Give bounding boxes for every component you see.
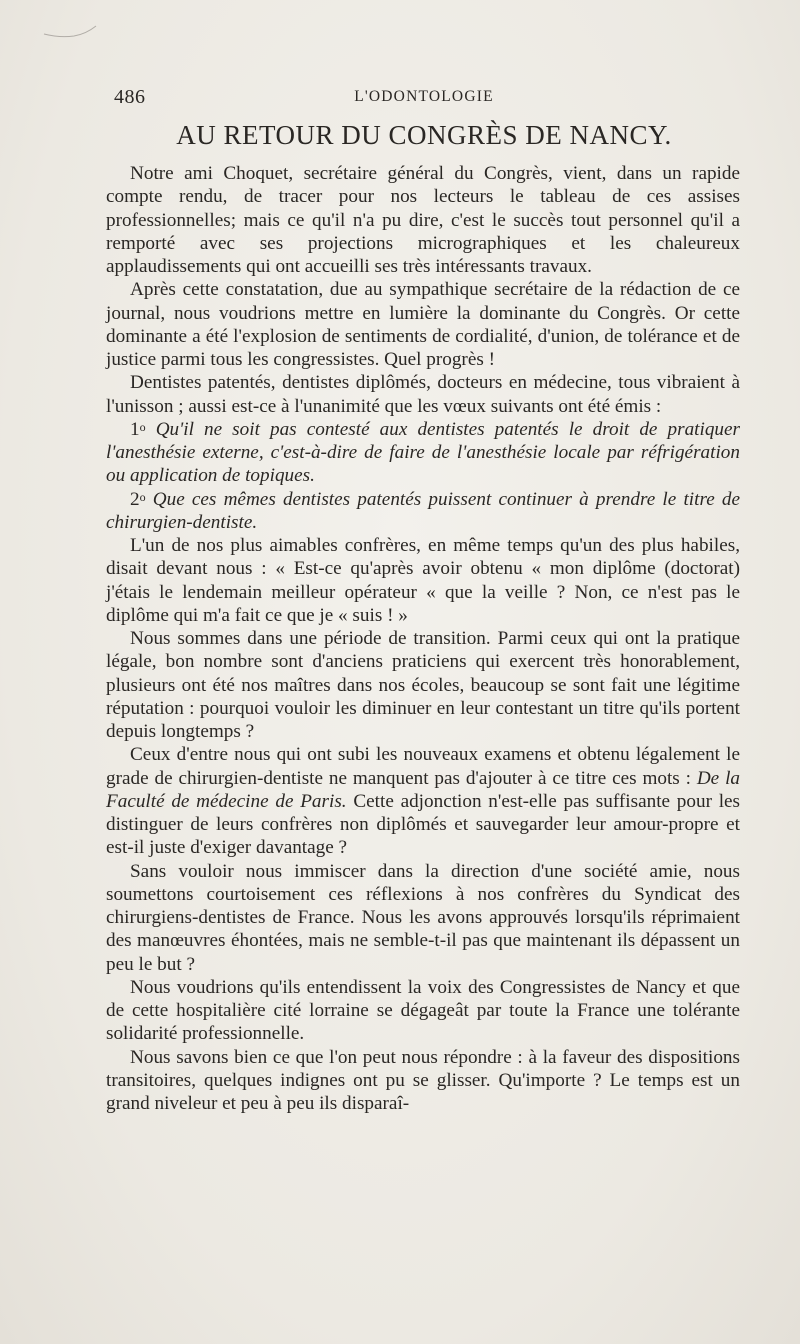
text-run: Cette adjonction n'est-elle pas suffisante pour les distinguer de leurs confrères non diplômés et sauvegarder leur amour-propre et est-il juste d'exiger davantage ? — [106, 790, 741, 859]
article-title: AU RETOUR DU CONGRÈS DE NANCY. — [176, 120, 672, 150]
paragraph: Nous sommes dans une période de transition. Parmi ceux qui ont la pratique légale, bon nombre sont d'anciens praticiens qui exercent très honorablement, plusieurs ont été nos maîtres dans nos écoles, beaucoup se sont fait une légitime réputation : pourquoi vouloir les diminuer en leur contestant un titre qu'ils portent depuis longtemps ? — [106, 628, 740, 742]
italic-run: De la Faculté de médecine de Paris. — [106, 767, 740, 812]
resolution-text: Que ces mêmes dentistes patentés puissent continuer à prendre le titre de chirurgien-dentiste. — [106, 488, 740, 533]
quote-line: « suis ! » — [338, 604, 408, 626]
paragraph: Nous savons bien ce que l'on peut nous répondre : à la faveur des dispositions transitoires, quelques indignes ont pu se glisser. Qu'importe ? Le temps est un grand niveleur et peu à peu ils disparaî- — [106, 1046, 740, 1114]
quote-line: « mon diplôme (doctorat) j'étais le lendemain meilleur opérateur — [106, 558, 740, 603]
page-number: 486 — [114, 86, 146, 108]
article-body — [106, 162, 740, 1115]
resolution-number: 1 — [130, 418, 140, 440]
paragraph: Nous voudrions qu'ils entendissent la voix des Congressistes de Nancy et que de cette hospitalière cité lorraine se dégageât par toute la France une tolérante solidarité professionnelle. — [106, 976, 740, 1045]
quote-line: L'un de nos plus aimables confrères, en même temps qu'un des plus habiles, disait devant nous : « Est-ce qu'après avoir obtenu — [106, 535, 740, 580]
page-header — [114, 86, 734, 114]
resolution-1 — [106, 418, 740, 488]
text-run: Ceux d'entre nous qui ont subi les nouveaux examens et obtenu légalement le grade de chirurgien-dentiste ne manquent pas d'ajouter à ce titre ces mots : — [106, 744, 740, 789]
quote-line: « que la veille ? Non, ce n'est pas le diplôme qui m'a fait ce que je — [106, 581, 740, 626]
resolution-text: Qu'il ne soit pas contesté aux dentistes patentés le droit de pratiquer l'anesthésie externe, c'est-à-dire de faire de l'anesthésie locale par réfrigération ou application de topiques. — [106, 418, 740, 487]
quote-paragraph — [106, 534, 740, 627]
paragraph: Notre ami Choquet, secrétaire général du Congrès, vient, dans un rapide compte rendu, de tracer pour nos lecteurs le tableau de ces assises professionnelles; mais ce qu'il n'a pu dire, c'est le succès tout personnel qu'il a remporté avec ses projections micrographiques et les chaleureux applaudissements qui ont accueilli ses très intéressants travaux. — [106, 163, 740, 277]
pencil-mark-icon — [40, 20, 100, 44]
paragraph: Sans vouloir nous immiscer dans la direction d'une société amie, nous soumettons courtoisement ces réflexions à nos confrères du Syndicat des chirurgiens-dentistes de France. Nous les avons approuvés lorsqu'ils réprimaient des manœuvres éhontées, mais ne semble-t-il pas que maintenant ils dépassent un peu le but ? — [106, 860, 740, 975]
running-head: L'ODONTOLOGIE — [354, 88, 494, 105]
ordinal-mark: o — [139, 419, 146, 434]
paragraph: Après cette constatation, due au sympathique secrétaire de la rédaction de ce journal, nous voudrions mettre en lumière la dominante du Congrès. Or cette dominante a été l'explosion de sentiments de cordialité, d'union, de tolérance et de justice parmi tous les congressistes. Quel progrès ! — [106, 279, 740, 370]
ordinal-mark: o — [139, 489, 146, 504]
resolution-2 — [106, 488, 740, 535]
paragraph: Dentistes patentés, dentistes diplômés, docteurs en médecine, tous vibraient à l'unisson ; aussi est-ce à l'unanimité que les vœux suivants ont été émis : — [106, 372, 740, 417]
paragraph-with-italic — [106, 743, 740, 859]
resolution-number: 2 — [130, 488, 140, 510]
